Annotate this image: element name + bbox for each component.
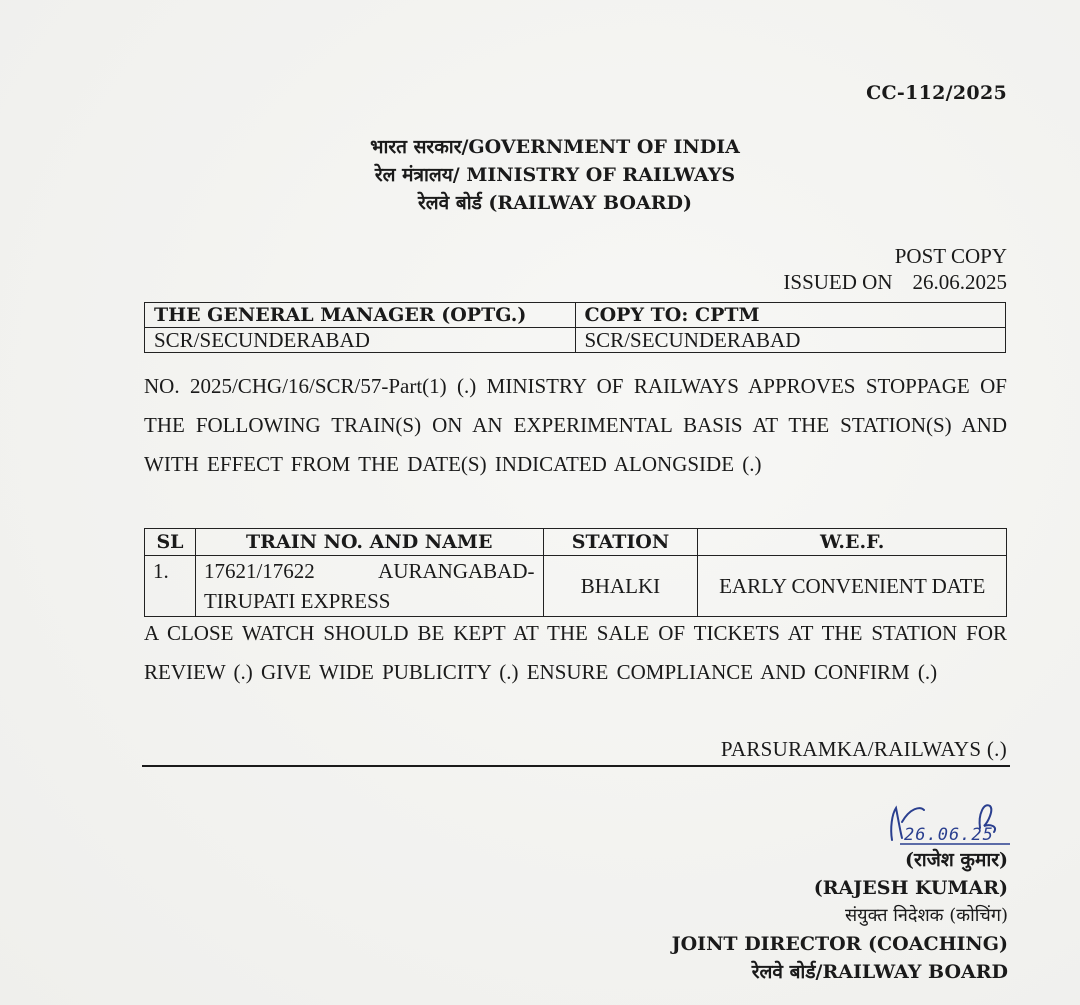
handwritten-signature (880, 800, 1040, 850)
issued-line (783, 269, 1007, 295)
signatory-office: रेलवे बोर्ड/RAILWAY BOARD (751, 961, 1008, 983)
address-table (144, 302, 1006, 353)
letterhead (0, 133, 1080, 217)
column-header-wef: W.E.F. (698, 529, 1007, 556)
cell-wef: EARLY CONVENIENT DATE (698, 556, 1007, 617)
addressee-title: THE GENERAL MANAGER (OPTG.) (145, 303, 576, 328)
sender-line: PARSURAMKA/RAILWAYS (.) (720, 737, 1007, 761)
body-paragraph-instructions: A CLOSE WATCH SHOULD BE KEPT AT THE SALE OF TICKETS AT THE STATION FOR REVIEW (.) GIVE WIDE PUBLICITY (.) ENSURE COMPLIANCE AND CONFIRM (.) (144, 621, 1007, 684)
column-header-sl: SL (145, 529, 196, 556)
copy-to-place: SCR/SECUNDERABAD (575, 328, 1006, 353)
column-header-train: TRAIN NO. AND NAME (195, 529, 543, 556)
signatory-designation-hindi: संयुक्त निदेशक (कोचिंग) (845, 905, 1008, 926)
cell-station: BHALKI (543, 556, 698, 617)
train-stoppage-table (144, 528, 1007, 617)
issue-block (783, 243, 1007, 295)
signatory-block (672, 846, 1008, 986)
copy-to-title: COPY TO: CPTM (575, 303, 1006, 328)
table-row (145, 556, 1007, 617)
addressee-place: SCR/SECUNDERABAD (145, 328, 576, 353)
letterhead-board: रेलवे बोर्ड (RAILWAY BOARD) (418, 192, 692, 214)
letterhead-government: भारत सरकार/GOVERNMENT OF INDIA (370, 136, 740, 158)
signature-date: 26.06.25 (904, 825, 994, 845)
column-header-station: STATION (543, 529, 698, 556)
body-paragraph-approval: NO. 2025/CHG/16/SCR/57-Part(1) (.) MINISTRY OF RAILWAYS APPROVES STOPPAGE OF THE FOLLOWING TRAIN(S) ON AN EXPERIMENTAL BASIS AT THE STATION(S) AND WITH EFFECT FROM THE DATE(S) INDICATED ALONGSIDE (.) (144, 374, 1007, 476)
post-copy-label: POST COPY (894, 244, 1007, 268)
signatory-name-hindi: (राजेश कुमार) (905, 849, 1008, 871)
letterhead-ministry: रेल मंत्रालय/ MINISTRY OF RAILWAYS (374, 164, 736, 186)
table-header-row (145, 529, 1007, 556)
signatory-designation-english: JOINT DIRECTOR (COACHING) (671, 933, 1008, 955)
divider (142, 765, 1010, 767)
cell-train: 17621/17622 AURANGABAD-TIRUPATI EXPRESS (195, 556, 543, 617)
issued-label: ISSUED ON (783, 270, 893, 294)
cell-sl: 1. (145, 556, 196, 617)
signatory-name-english: (RAJESH KUMAR) (813, 877, 1008, 899)
issued-date: 26.06.2025 (912, 270, 1007, 294)
reference-number: CC-112/2025 (866, 82, 1007, 104)
